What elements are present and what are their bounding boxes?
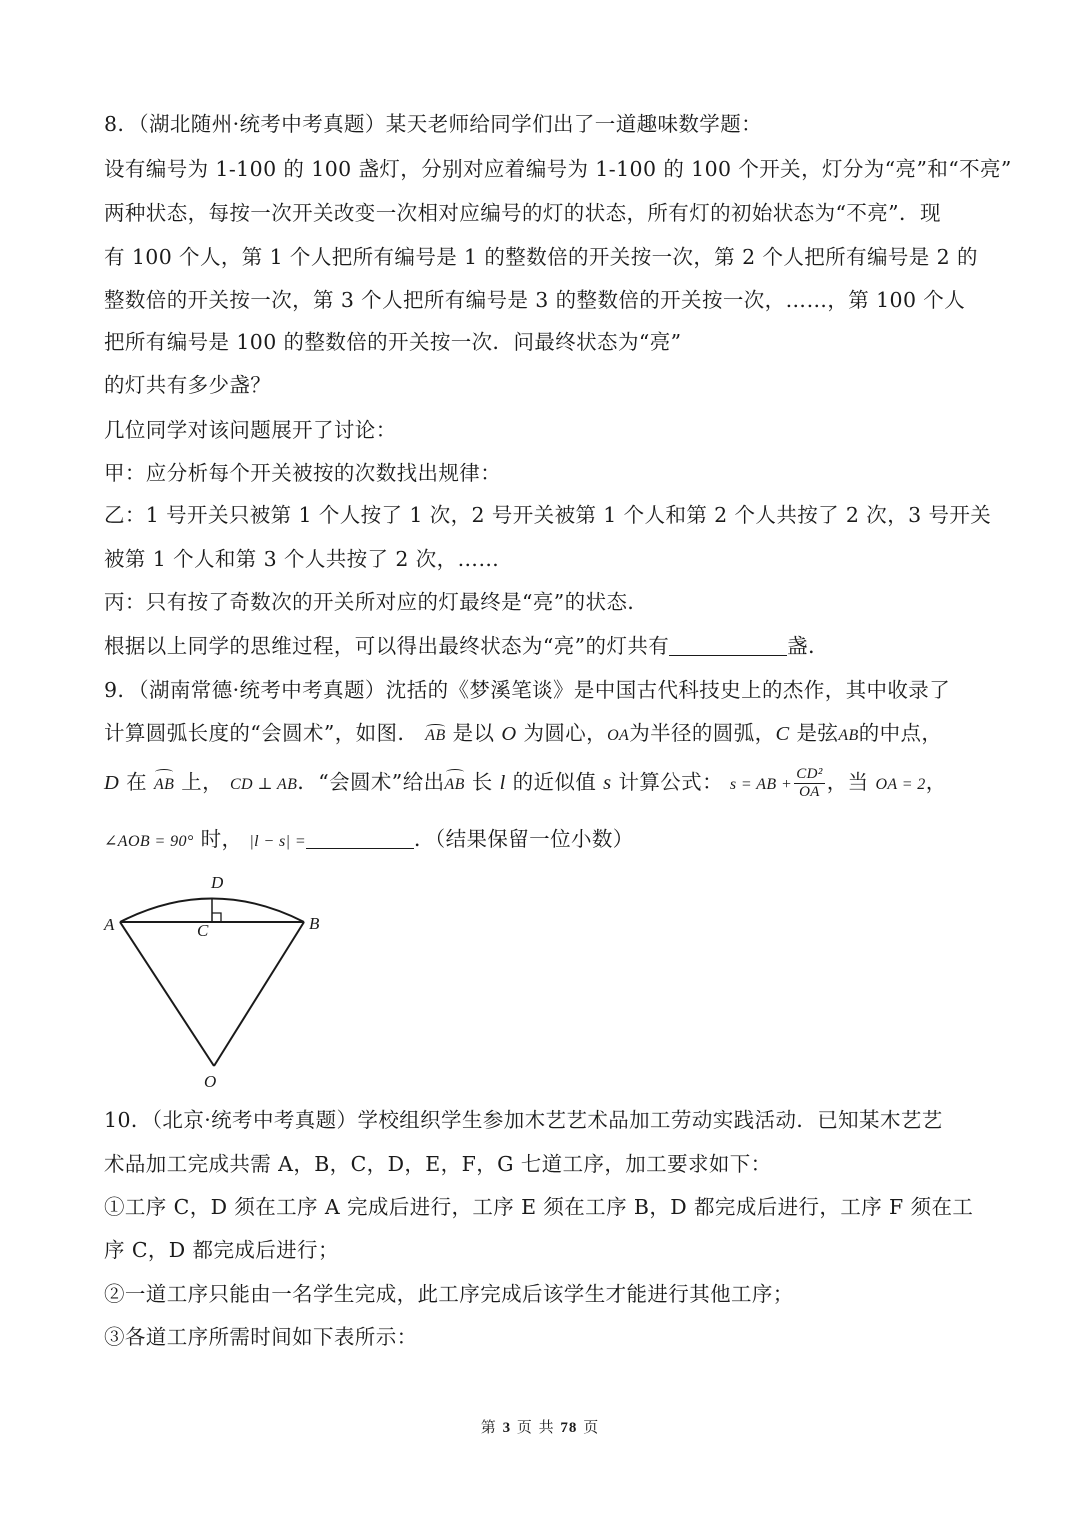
chord-ab-label: AB (838, 727, 859, 744)
point-c-label: C (775, 723, 790, 745)
label-o: O (204, 1072, 217, 1091)
footer-mid: 页 共 (516, 1418, 555, 1436)
q10-line-4: 序 C，D 都完成后进行； (104, 1238, 339, 1262)
cd-perp-ab: CD ⊥ AB (229, 776, 298, 793)
abs-expression: |l − s| = (249, 833, 307, 850)
q8-answer-line (104, 632, 829, 660)
fraction-denominator: OA (799, 784, 820, 800)
arc-ab-label-3: AB (445, 767, 465, 803)
q9-l2-t3: 为圆心， (523, 721, 608, 745)
q9-l3-t8: ， (925, 770, 947, 794)
page-footer (0, 1416, 1080, 1437)
condition-oa: OA = 2 (875, 776, 926, 793)
q8-answer-blank (669, 635, 787, 656)
q9-l3-t1: 在 (126, 770, 148, 794)
q9-l2-t5: 是弦 (796, 721, 839, 745)
q8-line-12: 丙：只有按了奇数次的开关所对应的灯最终是“亮”的状态． (104, 590, 649, 614)
q8-answer-suffix: 盏． (787, 634, 829, 658)
arc-length-l: l (499, 772, 506, 794)
q9-l4-t2: ．（结果保留一位小数） (414, 827, 634, 851)
q9-line-4 (104, 825, 634, 856)
label-c: C (197, 921, 209, 940)
q10-line-6: ③各道工序所需时间如下表所示： (104, 1325, 418, 1349)
q9-l2-t6: 的中点， (858, 721, 943, 745)
q8-line-1: 8．（湖北随州·统考中考真题）某天老师给同学们出了一道趣味数学题： (104, 112, 763, 136)
formula-left: s = AB + (729, 776, 793, 793)
q9-l4-t1: 时， (200, 827, 243, 851)
q9-l3-t2: 上， (181, 770, 224, 794)
q8-line-2: 设有编号为 1-100 的 100 盏灯，分别对应着编号为 1-100 的 100 个开关，灯分为“亮”和“不亮” (104, 157, 1012, 181)
q9-line-2 (104, 719, 942, 750)
q10-line-1: 10．（北京·统考中考真题）学校组织学生参加木艺艺术品加工劳动实践活动．已知某木艺艺 (104, 1108, 943, 1132)
footer-post: 页 (583, 1418, 600, 1436)
label-a: A (104, 915, 115, 934)
q9-l3-t4: 长 (471, 770, 493, 794)
label-b: B (309, 914, 320, 933)
point-o-label: O (501, 723, 517, 745)
q8-line-4: 有 100 个人，第 1 个人把所有编号是 1 的整数倍的开关按一次，第 2 个人把所有编号是 2 的 (104, 245, 978, 269)
right-angle-mark (212, 913, 221, 922)
q10-line-2: 术品加工完成共需 A，B，C，D，E，F，G 七道工序，加工要求如下： (104, 1152, 772, 1176)
fraction-numerator: CD² (796, 766, 823, 782)
q8-line-3: 两种状态，每按一次开关改变一次相对应编号的灯的状态，所有灯的初始状态为“不亮”．现 (104, 201, 941, 225)
q9-l3-t5: 的近似值 (512, 770, 597, 794)
q9-line-1: 9．（湖南常德·统考中考真题）沈括的《梦溪笔谈》是中国古代科技史上的杰作，其中收录了 (104, 678, 951, 702)
q8-line-6: 把所有编号是 100 的整数倍的开关按一次．问最终状态为“亮” (104, 330, 682, 354)
q9-l3-t3: ．“会圆术”给出 (297, 770, 445, 794)
q8-line-11: 被第 1 个人和第 3 个人共按了 2 次，…… (104, 547, 500, 571)
q9-answer-blank (306, 828, 414, 849)
sector-figure (96, 868, 336, 1096)
arc-ab-label: AB (425, 722, 445, 750)
q9-l2-t2: 是以 (452, 721, 495, 745)
q9-l3-t7: ，当 (826, 770, 869, 794)
label-d: D (211, 873, 224, 892)
approx-s: s (603, 772, 612, 794)
point-d-label: D (104, 772, 120, 794)
footer-total-pages: 78 (560, 1420, 578, 1436)
q9-l3-t6: 计算公式： (618, 770, 723, 794)
q9-line-3 (104, 764, 947, 803)
q8-answer-prefix: 根据以上同学的思维过程，可以得出最终状态为“亮”的灯共有 (104, 634, 670, 658)
formula-fraction (794, 766, 825, 801)
footer-pre: 第 (480, 1418, 497, 1436)
footer-page-number: 3 (502, 1420, 512, 1436)
q8-line-10: 乙：1 号开关只被第 1 个人按了 1 次，2 号开关被第 1 个人和第 2 个人共按了 2 次，3 号开关 (104, 503, 992, 527)
q8-line-5: 整数倍的开关按一次，第 3 个人把所有编号是 3 的整数倍的开关按一次，……，第 100 个人 (104, 288, 966, 312)
q8-line-8: 几位同学对该问题展开了讨论： (104, 418, 397, 442)
arc-ab-label-2: AB (154, 767, 174, 803)
q10-line-5: ②一道工序只能由一名学生完成，此工序完成后该学生才能进行其他工序； (104, 1282, 794, 1306)
q8-line-7: 的灯共有多少盏？ (104, 373, 272, 397)
q8-line-9: 甲：应分析每个开关被按的次数找出规律： (104, 461, 502, 485)
q10-line-3: ①工序 C，D 须在工序 A 完成后进行，工序 E 须在工序 B，D 都完成后进行，工序 F 须在工 (104, 1195, 974, 1219)
radius-ob (214, 922, 304, 1066)
q9-l2-t1: 计算圆弧长度的“会圆术”，如图． (104, 721, 419, 745)
radius-oa-label: OA (607, 727, 630, 744)
radius-oa (120, 922, 214, 1066)
q9-l2-t4: 为半径的圆弧， (629, 721, 776, 745)
angle-condition: ∠AOB = 90° (104, 833, 194, 850)
